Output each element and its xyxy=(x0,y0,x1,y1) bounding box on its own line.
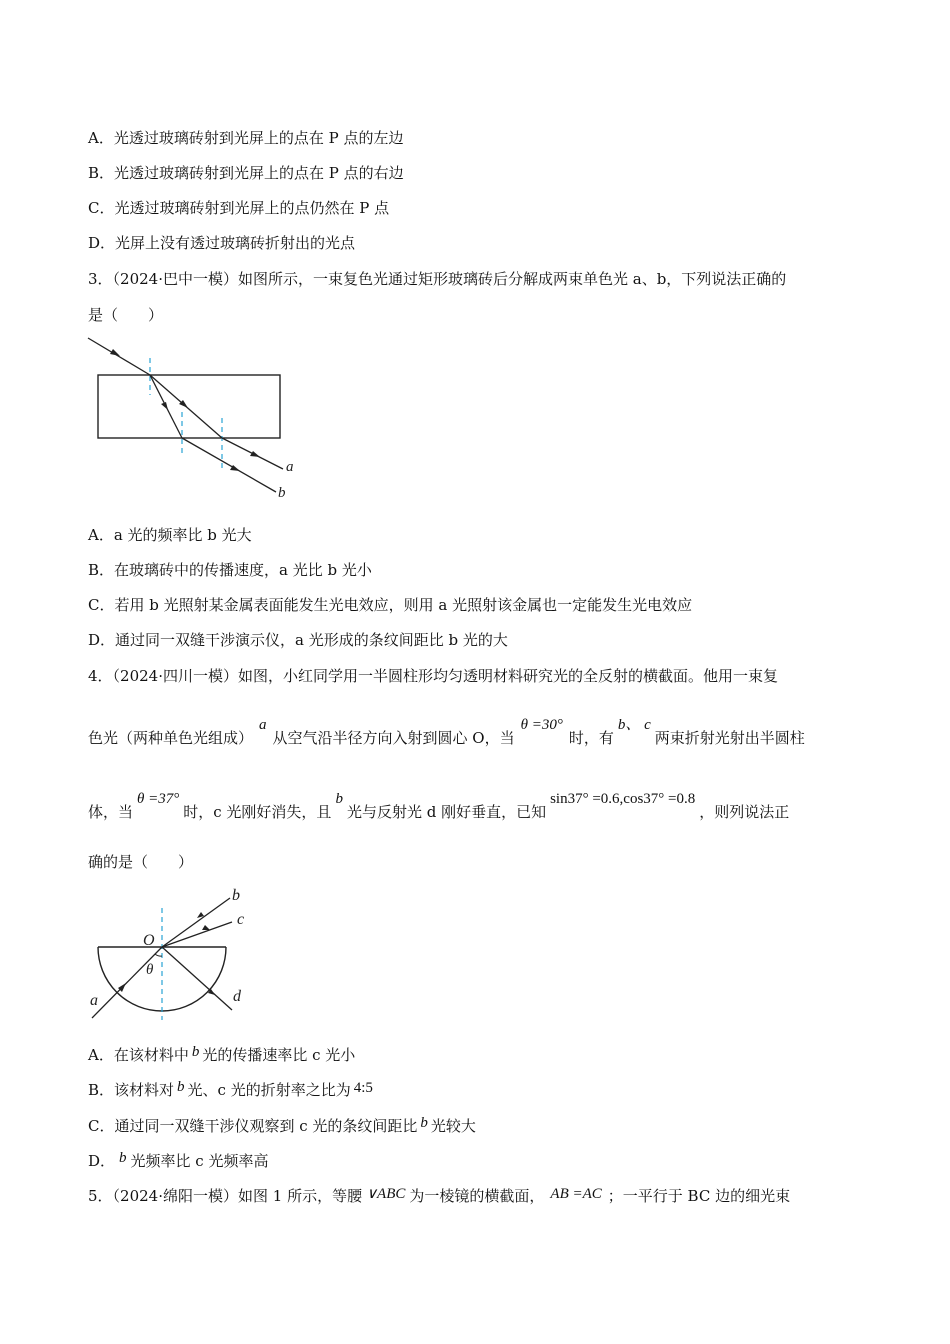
label-b: b xyxy=(232,887,240,904)
theta-arc xyxy=(155,954,162,956)
q4-option-d: D． b 光频率比 c 光频率高 xyxy=(88,1150,269,1170)
q4-option-c: C．通过同一双缝干涉仪观察到 c 光的条纹间距比 b 光较大 xyxy=(88,1115,476,1135)
incident-ray xyxy=(88,338,150,375)
q5-stem-line1: 5．（2024·绵阳一模）如图 1 所示，等腰 ∨ABC 为一棱镜的横截面， AB =AC ；一平行于 BC 边的细光束 xyxy=(88,1186,791,1205)
q3-option-b: B．在玻璃砖中的传播速度，a 光比 b 光小 xyxy=(88,561,372,579)
q4-stem-line3: 体，当θ =37°时，c 光刚好消失，且b光与反射光 d 刚好垂直，已知sin37° =0.6,cos37° =0.8，则列说法正 xyxy=(88,791,790,821)
q2-option-a: A．光透过玻璃砖射到光屏上的点在 P 点的左边 xyxy=(88,129,404,147)
label-O: O xyxy=(143,932,155,949)
q4-option-b: B．该材料对 b 光、c 光的折射率之比为 4:5 xyxy=(88,1079,373,1099)
q4-stem-line4: 确的是（ ） xyxy=(88,853,194,871)
ray-a-incident xyxy=(92,947,162,1018)
q2-option-c: C．光透过玻璃砖射到光屏上的点仍然在 P 点 xyxy=(88,199,390,217)
q4-figure-semicylinder xyxy=(82,880,272,1028)
label-b: b xyxy=(278,485,286,501)
q2-option-b: B．光透过玻璃砖射到光屏上的点在 P 点的右边 xyxy=(88,164,404,182)
q3-option-d: D．通过同一双缝干涉演示仪，a 光形成的条纹间距比 b 光的大 xyxy=(88,631,508,649)
q3-option-c: C．若用 b 光照射某金属表面能发生光电效应，则用 a 光照射该金属也一定能发生光电效应 xyxy=(88,596,693,614)
ray-c-out xyxy=(162,922,232,947)
q3-stem-line2: 是（ ） xyxy=(88,306,164,324)
label-a: a xyxy=(90,992,98,1009)
label-d: d xyxy=(233,988,241,1005)
q4-option-a: A．在该材料中 b 光的传播速率比 c 光小 xyxy=(88,1044,356,1064)
q4-stem-line2: 色光（两种单色光组成）a从空气沿半径方向入射到圆心 O，当θ =30°时，有b、 c两束折射光射出半圆柱 xyxy=(88,717,805,747)
label-a: a xyxy=(286,459,294,475)
ray-b-out xyxy=(182,438,276,492)
label-c: c xyxy=(237,911,245,928)
q3-option-a: A．a 光的频率比 b 光大 xyxy=(88,526,252,544)
q4-stem-line1: 4．（2024·四川一模）如图，小红同学用一半圆柱形均匀透明材料研究光的全反射的横截面。他用一束复 xyxy=(88,667,778,685)
q3-stem-line1: 3．（2024·巴中一模）如图所示，一束复色光通过矩形玻璃砖后分解成两束单色光 a、b，下列说法正确的 xyxy=(88,270,787,288)
label-theta: θ xyxy=(146,962,154,978)
ray-b-out xyxy=(162,898,230,947)
q3-figure-glass-block xyxy=(80,330,320,510)
glass-block-rect xyxy=(98,375,280,438)
q2-option-d: D．光屏上没有透过玻璃砖折射出的光点 xyxy=(88,234,356,252)
